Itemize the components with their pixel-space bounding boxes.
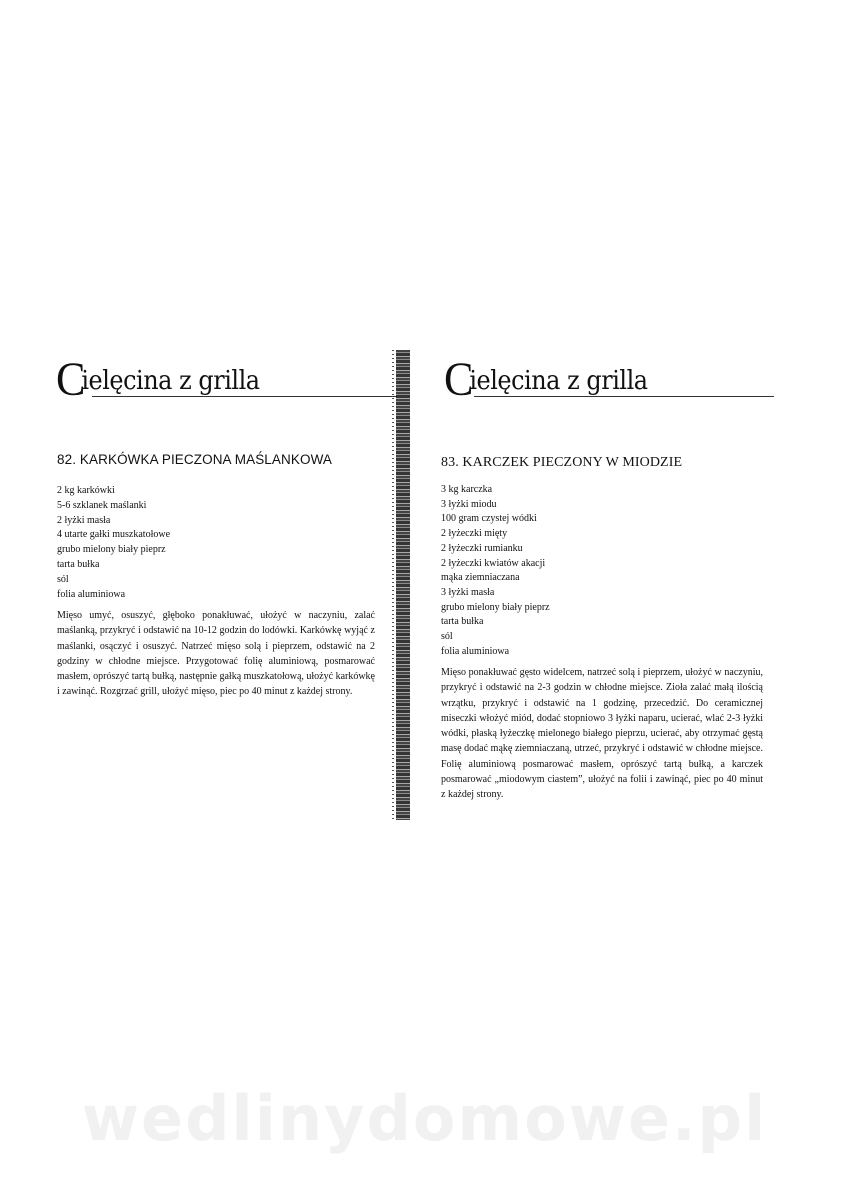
ingredient-item: grubo mielony biały pieprz — [57, 544, 166, 556]
left-header-rest: ielęcina z grilla — [81, 366, 260, 396]
left-header-rule — [92, 396, 397, 397]
ingredient-item: folia aluminiowa — [441, 645, 510, 657]
ingredient-item: 2 łyżeczki mięty — [441, 528, 508, 540]
ingredient-item: grubo mielony biały pieprz — [441, 601, 550, 613]
ingredient-item: tarta bułka — [441, 616, 484, 628]
left-method-text: Mięso umyć, osuszyć, głęboko ponakłuwać, ułożyć w naczyniu, zalać maślanką, przykryć i odstawić na 10-12 godzin do lodówki. Karkówkę wyjąć z maślanki, osączyć i osuszyć. Natrzeć mięso solą i pieprzem, odstawić na 2 godziny w chłodne miejsce. Przygotować folię aluminiową, posmarować masłem, oprószyć tartą bułką, następnie gałką muszkatołową, ułożyć karkówkę i zawinąć. Rozgrzać grill, ułożyć mięso, piec po 40 minut z każdej strony. — [57, 610, 375, 698]
ingredient-item: 2 łyżeczki rumianku — [441, 542, 523, 554]
book-spine-edge — [392, 350, 394, 820]
right-method-text: Mięso ponakłuwać gęsto widelcem, natrzeć solą i pieprzem, ułożyć w naczyniu, przykryć i odstawić na 2-3 godzin w chłodne miejsce. Zioła zalać małą ilością wrzątku, przykryć i odstawić na 1 godzinę, przecedzić. Do ceramicznej miseczki włożyć miód, dodać stopniowo 3 łyżki naparu, ucierać, wlać 2-3 łyżki wódki, płaską łyżeczkę mielonego białego pieprzu, ucierać, aby otrzymać gęstą masę dodać mąkę ziemniaczaną, utrzeć, przykryć i odstawić w chłodne miejsce. Folię aluminiową posmarować masłem, oprószyć tartą bułką, a karczek posmarować „miodowym ciastem”, ułożyć na folii i zawinąć, piec po 40 minut z każdej strony. — [441, 667, 763, 801]
ingredient-item: folia aluminiowa — [57, 588, 126, 600]
left-recipe-title: 82. KARKÓWKA PIECZONA MAŚLANKOWA — [57, 452, 333, 467]
ingredient-item: 2 łyżki masła — [57, 514, 111, 526]
right-ingredients-list — [441, 483, 550, 659]
ingredient-item: 4 utarte gałki muszkatołowe — [57, 529, 171, 541]
ingredient-item: sól — [441, 631, 453, 643]
right-header-rule — [474, 396, 774, 397]
left-header-initial: C — [56, 353, 85, 406]
watermark: wedlinydomowe.pl — [81, 1082, 768, 1155]
ingredient-item: 2 łyżeczki kwiatów akacji — [441, 557, 546, 569]
ingredient-item: 5-6 szklanek maślanki — [57, 499, 147, 511]
right-page-header — [444, 352, 804, 412]
left-ingredients-list — [57, 484, 170, 602]
right-recipe-title: 83. KARCZEK PIECZONY W MIODZIE — [441, 455, 683, 470]
ingredient-item: 3 łyżki masła — [441, 586, 495, 598]
ingredient-item: 100 gram czystej wódki — [441, 513, 537, 525]
right-header-rest: ielęcina z grilla — [469, 366, 648, 396]
ingredient-item: 3 kg karczka — [441, 484, 493, 495]
right-header-initial: C — [444, 353, 473, 406]
ingredient-item: sól — [57, 573, 69, 585]
book-spine — [396, 350, 410, 820]
ingredient-item: tarta bułka — [57, 558, 100, 570]
ingredient-item: 3 łyżki miodu — [441, 498, 497, 510]
left-page-header — [56, 352, 416, 412]
ingredient-item: 2 kg karkówki — [57, 485, 115, 496]
ingredient-item: mąka ziemniaczana — [441, 572, 520, 584]
